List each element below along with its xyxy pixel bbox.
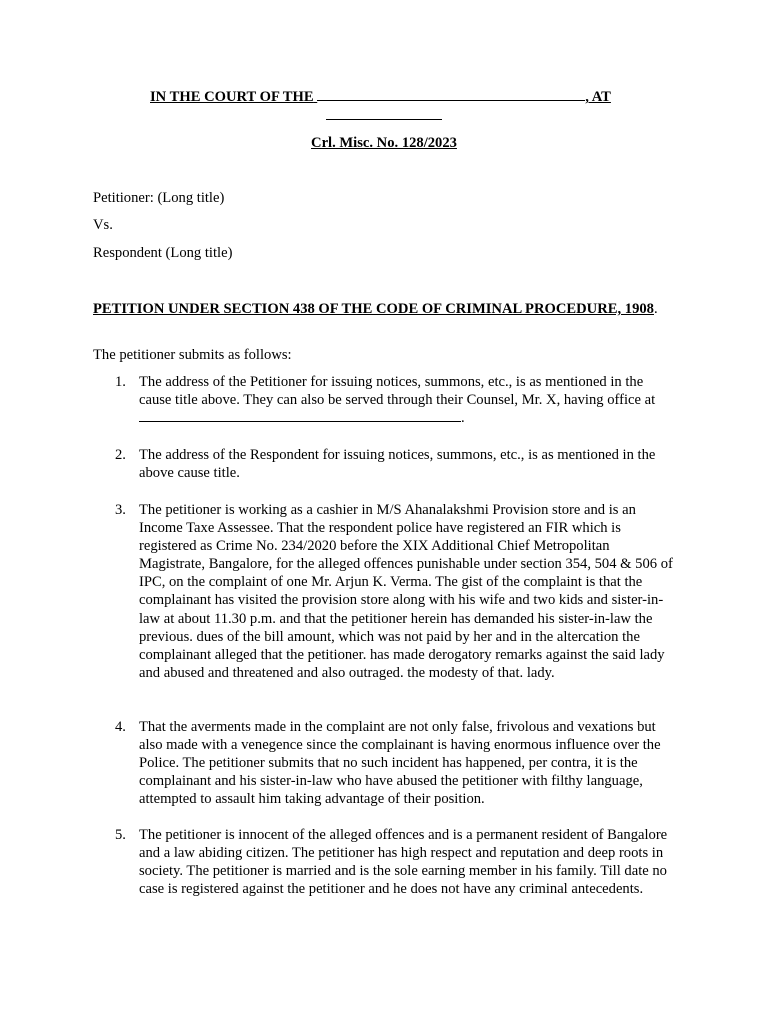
paragraph-number: 4. [115, 719, 126, 735]
paragraph-text [139, 373, 674, 427]
petitioner-title: Petitioner: (Long title) [93, 190, 225, 206]
office-address-blank [139, 409, 461, 422]
paragraph-number: 2. [115, 447, 126, 463]
paragraph-text: That the averments made in the complaint are not only false, frivolous and vexations but also made with a venegence since the complainant is having enormous influence over the Police. The petitioner submits that no such incident has happened, per contra, it is the complainant and his sister-in-law who have abused the petitioner with filthy language, attempted to assault him taking advantage of their position. [139, 719, 661, 808]
petition-heading-text: PETITION UNDER SECTION 438 OF THE CODE OF CRIMINAL PROCEDURE, 1908 [93, 301, 654, 317]
petition-heading [93, 300, 675, 319]
court-name-blank [317, 88, 585, 101]
paragraph-text-after: . [461, 410, 465, 427]
court-suffix: , AT [585, 89, 611, 105]
paragraph-text-before: The address of the Petitioner for issuing notices, summons, etc., is as mentioned in the cause title above. They can also be served through their Counsel, Mr. X, having office at [139, 374, 656, 409]
paragraph-number: 3. [115, 502, 126, 518]
respondent-title: Respondent (Long title) [93, 245, 233, 261]
petition-heading-period: . [653, 301, 658, 317]
court-place-blank [326, 118, 442, 120]
versus-label: Vs. [93, 217, 113, 233]
case-number: Crl. Misc. No. 128/2023 [311, 135, 457, 151]
paragraph-number: 5. [115, 827, 126, 843]
intro-text: The petitioner submits as follows: [93, 347, 292, 363]
court-prefix: IN THE COURT OF THE [150, 89, 314, 105]
paragraph-text: The petitioner is working as a cashier in M/S Ahanalakshmi Provision store and is an Income Taxe Assessee. That the respondent police have registered an FIR which is registered as Crime No. 234/2020 before the XIX Additional Chief Metropolitan Magistrate, Bangalore, for the alleged offences punishable under section 354, 504 & 506 of IPC, on the complaint of one Mr. Arjun K. Verma. The gist of the complaint is that the complainant has visited the provision store along with his wife and two kids and sister-in-law at about 11.30 p.m. and that the petitioner herein has demanded his sister-in-law the previous. dues of the bill amount, which was not paid by her and in the altercation the complainant alleged that the petitioner. has made derogatory remarks against the said lady and abused and threatened and also outraged. the modesty of that. lady. [139, 502, 673, 681]
paragraph-text: The petitioner is innocent of the alleged offences and is a permanent resident of Bangalore and a law abiding citizen. The petitioner has high respect and reputation and deep roots in society. The petitioner is married and is the sole earning member in his family. Till date no case is registered against the petitioner and he does not have any criminal antecedents. [139, 827, 668, 898]
paragraph-text: The address of the Respondent for issuing notices, summons, etc., is as mentioned in the above cause title. [139, 447, 656, 482]
court-title [150, 87, 620, 107]
paragraph-number: 1. [115, 374, 126, 390]
